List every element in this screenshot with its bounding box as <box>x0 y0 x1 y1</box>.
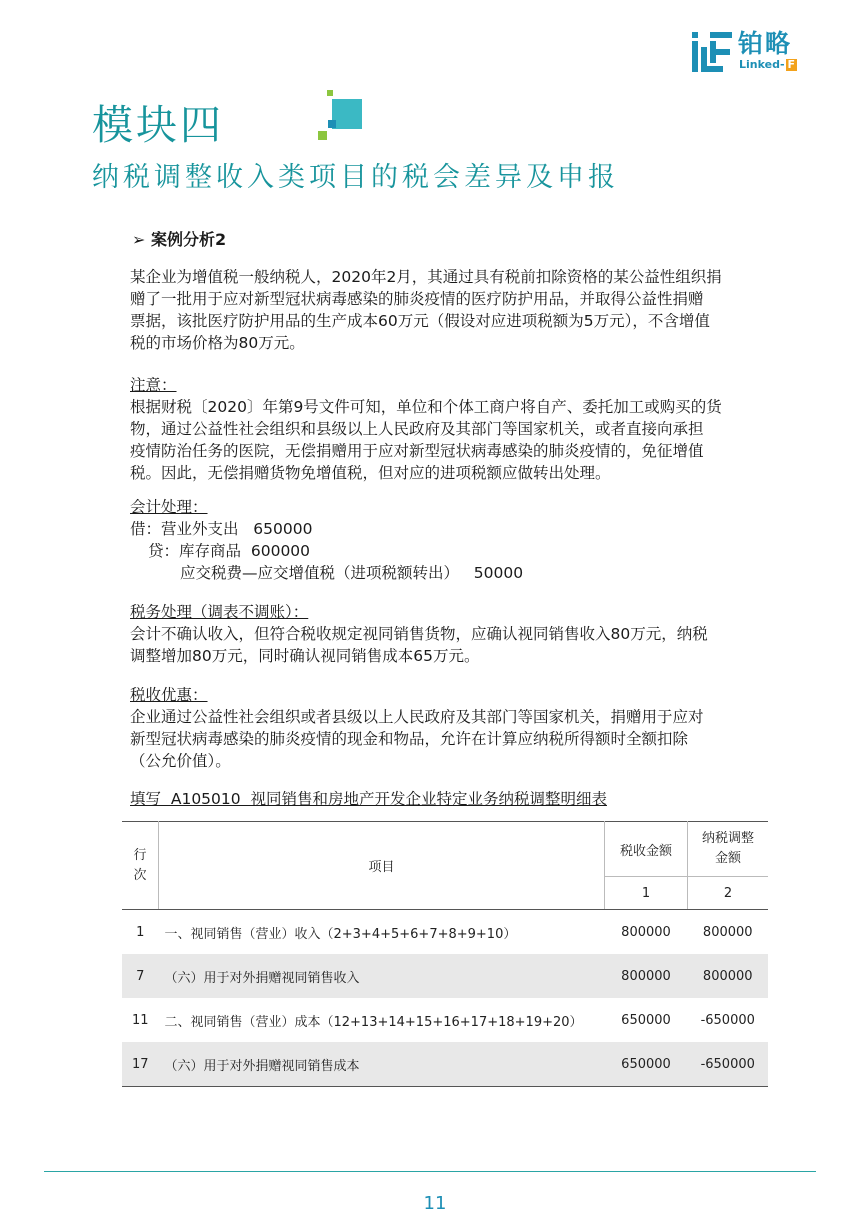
row-no: 17 <box>122 1042 159 1087</box>
preference-line: （公允价值）。 <box>130 752 231 770</box>
footer-divider <box>44 1171 816 1172</box>
module-subtitle: 纳税调整收入类项目的税会差异及申报 <box>92 162 619 193</box>
brand-logo <box>692 30 817 75</box>
row-tax-amount: 800000 <box>621 924 671 940</box>
accounting-label: 会计处理： <box>130 498 208 516</box>
square-blue-mid <box>328 120 336 128</box>
logo-en-badge: F <box>787 58 796 71</box>
table-row <box>122 998 768 1042</box>
row-adjust-amount: -650000 <box>688 1042 769 1087</box>
row-adjust-amount: 800000 <box>702 968 753 984</box>
tax-line: 调整增加80万元，同时确认视同销售成本65万元。 <box>130 647 480 665</box>
square-green-bottom <box>318 131 327 140</box>
row-no: 7 <box>136 968 145 984</box>
table-row <box>122 954 768 998</box>
case-line: 某企业为增值税一般纳税人，2020年2月，其通过具有税前扣除资格的某公益性组织捐 <box>130 268 722 286</box>
tax-line: 会计不确认收入，但符合税收规定视同销售货物，应确认视同销售收入80万元，纳税 <box>130 625 708 643</box>
accounting-credit-2: 应交税费—应交增值税（进项税额转出） 50000 <box>180 564 524 582</box>
logo-chinese-text: 铂略 <box>738 29 793 58</box>
decorative-squares <box>318 90 364 142</box>
logo-mark-icon <box>692 32 732 72</box>
row-item: 一、视同销售（营业）收入（2+3+4+5+6+7+8+9+10） <box>164 926 517 942</box>
accounting-section <box>130 496 790 584</box>
note-line: 物，通过公益性社会组织和县级以上人民政府及其部门等国家机关，或者直接向承担 <box>130 420 704 438</box>
header-row-no <box>122 822 159 910</box>
header-item: 项目 <box>159 822 605 910</box>
row-tax-amount: 800000 <box>621 968 671 984</box>
note-label: 注意： <box>130 376 177 394</box>
table-row <box>122 1042 768 1087</box>
table-header-row <box>122 822 768 877</box>
case-line: 赠了一批用于应对新型冠状病毒感染的肺炎疫情的医疗防护用品，并取得公益性捐赠 <box>130 290 704 308</box>
row-item: （六）用于对外捐赠视同销售收入 <box>164 970 360 986</box>
row-adjust-amount: -650000 <box>700 1012 755 1028</box>
module-title: 模块四 <box>92 101 224 149</box>
logo-en-prefix: Linked- <box>739 58 785 71</box>
tax-adjustment-table <box>122 821 768 1087</box>
arrow-bullet-icon: ➢ <box>132 230 151 249</box>
case-title <box>132 229 226 251</box>
note-line: 疫情防治任务的医院，无偿捐赠用于应对新型冠状病毒感染的肺炎疫情的，免征增值 <box>130 442 704 460</box>
preference-label: 税收优惠： <box>130 686 208 704</box>
note-section <box>130 374 790 484</box>
row-no: 11 <box>131 1012 149 1028</box>
preference-section <box>130 684 790 772</box>
case-title-text: 案例分析2 <box>150 230 227 249</box>
case-line: 税的市场价格为80万元。 <box>130 334 305 352</box>
preference-line: 企业通过公益性社会组织或者县级以上人民政府及其部门等国家机关，捐赠用于应对 <box>130 708 704 726</box>
header-col-2: 2 <box>688 877 769 910</box>
tax-label: 税务处理（调表不调账）： <box>130 603 309 621</box>
logo-english-text <box>739 59 797 71</box>
row-item: 二、视同销售（营业）成本（12+13+14+15+16+17+18+19+20） <box>164 1014 583 1030</box>
page-number: 11 <box>423 1193 447 1214</box>
row-adjust-amount: 800000 <box>702 924 753 940</box>
case-paragraph <box>130 266 790 354</box>
accounting-credit-1: 贷：库存商品 600000 <box>148 542 311 560</box>
header-adjust-amount-text: 纳税调整金额 <box>701 831 754 866</box>
square-green-small <box>327 90 333 96</box>
note-line: 根据财税〔2020〕年第9号文件可知，单位和个体工商户将自产、委托加工或购买的货 <box>130 398 722 416</box>
row-tax-amount: 650000 <box>605 1042 688 1087</box>
accounting-debit: 借：营业外支出 650000 <box>130 520 313 538</box>
header-row-no-text: 行次 <box>133 847 147 883</box>
preference-line: 新型冠状病毒感染的肺炎疫情的现金和物品，允许在计算应纳税所得额时全额扣除 <box>130 730 689 748</box>
row-item: （六）用于对外捐赠视同销售成本 <box>159 1042 605 1087</box>
note-line: 税。因此，无偿捐赠货物免增值税，但对应的进项税额应做转出处理。 <box>130 464 611 482</box>
row-tax-amount: 650000 <box>621 1012 671 1028</box>
table-title: 填写 A105010 视同销售和房地产开发企业特定业务纳税调整明细表 <box>130 790 607 808</box>
case-line: 票据，该批医疗防护用品的生产成本60万元（假设对应进项税额为5万元），不含增值 <box>130 312 710 330</box>
row-no: 1 <box>136 924 145 940</box>
square-teal-large <box>332 99 362 129</box>
header-adjust-amount <box>688 822 769 877</box>
header-col-1: 1 <box>605 877 688 910</box>
table-row <box>122 910 768 955</box>
header-tax-amount: 税收金额 <box>605 822 688 877</box>
tax-section <box>130 601 790 667</box>
